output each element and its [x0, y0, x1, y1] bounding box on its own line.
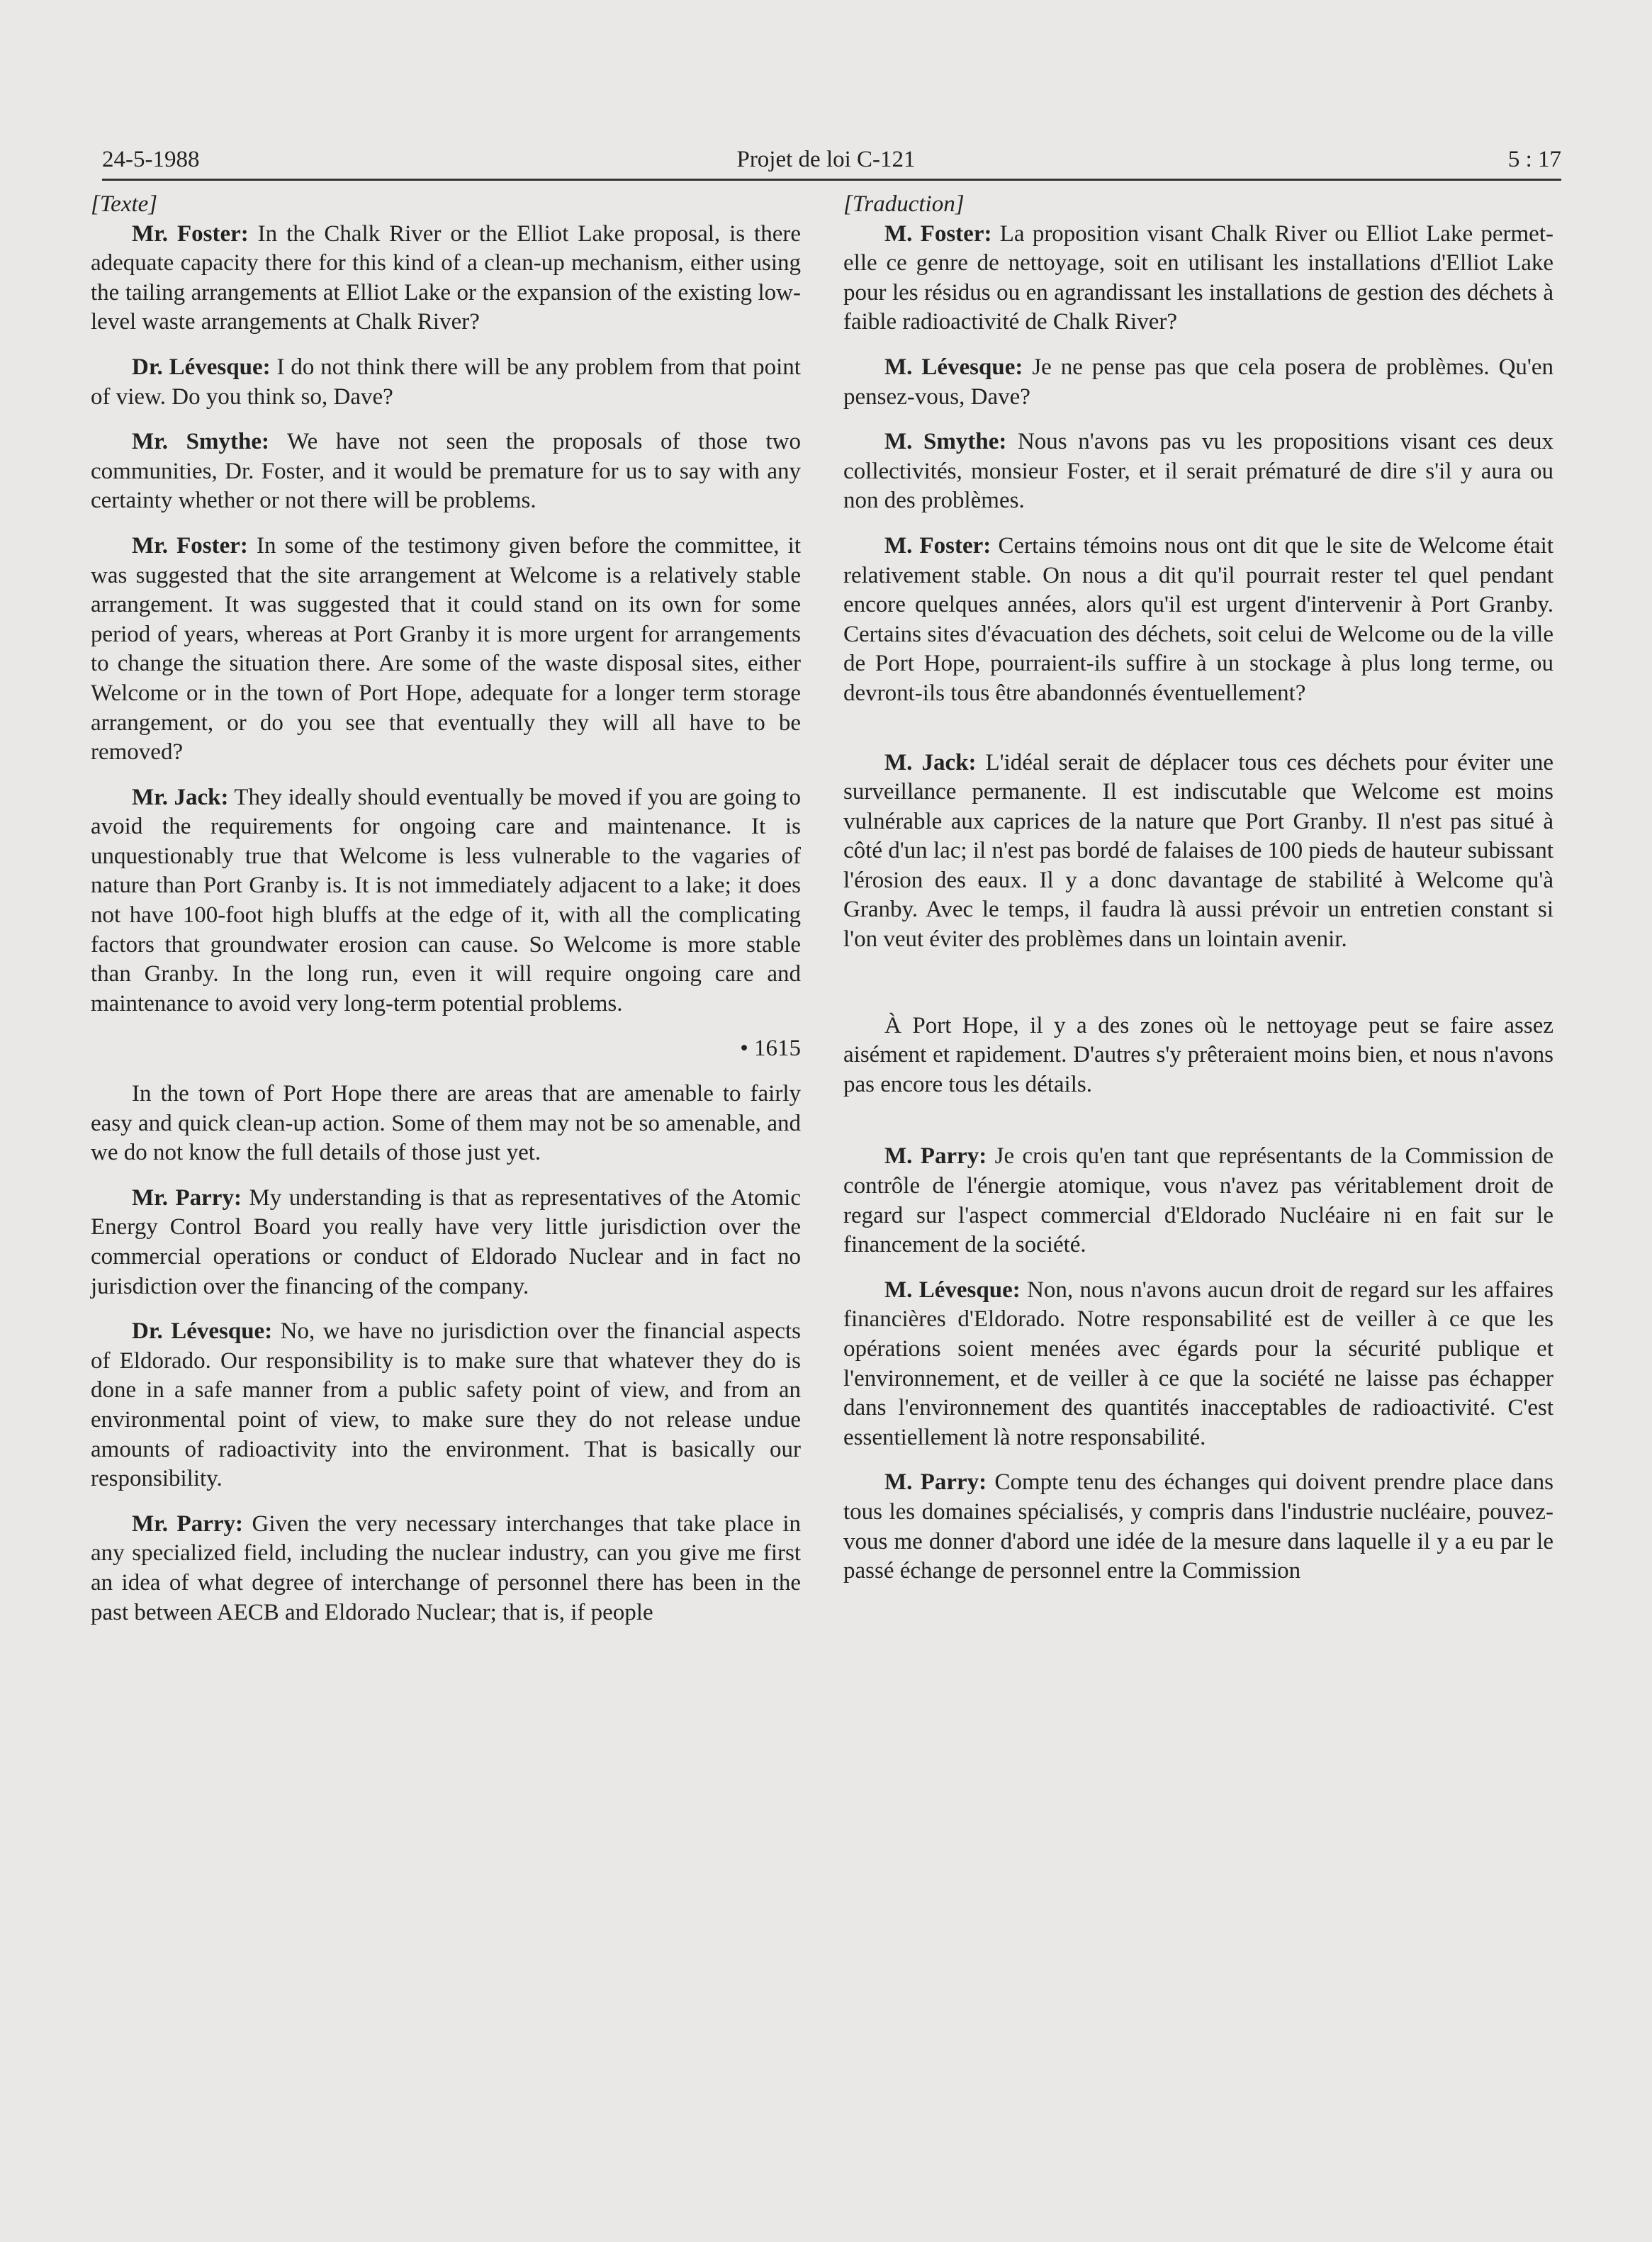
paragraph	[91, 427, 801, 516]
speaker-name: M. Smythe:	[884, 429, 1007, 455]
paragraph-text: In some of the testimony given before the committee, it was suggested that the site arrangement at Welcome is a relatively stable arrangement. It was suggested that it could stand on its own for some period of years, whereas at Port Granby it is more urgent for arrangements to change the situation there. Are some of the waste disposal sites, either Welcome or in the town of Port Hope, adequate for a longer term storage arrangement, or do you see that eventually they will all have to be removed?	[91, 532, 802, 766]
paragraph-text: No, we have no jurisdiction over the financial aspects of Eldorado. Our responsibility is to make sure that whatever they do is done in a safe manner from a public safety point of view, and from an environmental point of view, to make sure they do not release undue amounts of radioactivity into the environment. That is basically our responsibility.	[91, 1318, 801, 1492]
paragraph-text: La proposition visant Chalk River ou Elliot Lake permet-elle ce genre de nettoyage, soit en utilisant les installations d'Elliot Lake pour les résidus ou en agrandissant les installations de gestion des déchets à faible radioactivité de Chalk River?	[843, 220, 1553, 335]
paragraph	[91, 532, 801, 768]
speaker-name: Dr. Lévesque:	[132, 354, 271, 380]
paragraph	[843, 220, 1553, 337]
paragraph	[843, 1468, 1553, 1586]
header-date: 24-5-1988	[102, 147, 200, 172]
paragraph	[91, 220, 801, 337]
header-page-number: 5 : 17	[1507, 147, 1561, 172]
speaker-name: Mr. Jack:	[132, 784, 229, 810]
paragraph	[843, 1142, 1553, 1260]
speaker-name: M. Lévesque:	[884, 354, 1023, 380]
paragraph	[91, 353, 801, 412]
paragraph	[843, 1276, 1553, 1453]
header-rule	[102, 179, 1561, 181]
paragraph-text: À Port Hope, il y a des zones où le nettoyage peut se faire assez aisément et rapidement. D'autres s'y prêteraient moins bien, et nous n'avons pas encore tous les détails.	[843, 1012, 1553, 1097]
section-label: [Traduction]	[843, 191, 965, 217]
header-title: Projet de loi C-121	[736, 147, 916, 172]
english-column	[91, 190, 801, 1627]
speaker-name: Dr. Lévesque:	[132, 1318, 273, 1345]
speaker-name: M. Foster:	[884, 532, 991, 559]
speaker-name: Mr. Parry:	[132, 1184, 242, 1211]
paragraph-text: We have not seen the proposals of those two communities, Dr. Foster, and it would be premature for us to say with any certainty whether or not there will be problems.	[91, 429, 801, 514]
paragraph	[843, 749, 1553, 955]
paragraph	[843, 1011, 1553, 1100]
paragraph-text: My understanding is that as representatives of the Atomic Energy Control Board you really have very little jurisdiction over the commercial operations or conduct of Eldorado Nuclear and in fact no jurisdiction over the financing of the company.	[91, 1184, 801, 1299]
paragraph-text: I do not think there will be any problem from that point of view. Do you think so, Dave?	[91, 354, 801, 410]
speaker-name: Mr. Parry:	[132, 1510, 243, 1537]
paragraph	[843, 353, 1553, 412]
paragraph	[91, 1510, 801, 1627]
paragraph-text: Je ne pense pas que cela posera de problèmes. Qu'en pensez-vous, Dave?	[843, 354, 1553, 410]
section-label: [Texte]	[91, 191, 158, 217]
speaker-name: M. Foster:	[884, 220, 992, 247]
speaker-name: M. Parry:	[884, 1143, 987, 1170]
paragraph	[91, 1317, 801, 1494]
paragraph-text: Je crois qu'en tant que représentants de la Commission de contrôle de l'énergie atomique, vous n'avez pas véritablement droit de regard sur l'aspect commercial d'Eldorado Nucléaire ni en fait sur le financement de la société.	[843, 1143, 1553, 1258]
paragraph	[91, 783, 801, 1019]
paragraph-text: Certains témoins nous ont dit que le site de Welcome était relativement stable. On nous a dit qu'il pourrait rester tel quel pendant encore quelques années, alors qu'il est urgent d'intervenir à Port Granby. Certains sites d'évacuation des déchets, soit celui de Welcome ou de la ville de Port Hope, pourraient-ils suffire à un stockage à plus long terme, ou devront-ils tous être abandonnés éventuellement?	[843, 532, 1553, 706]
speaker-name: M. Parry:	[884, 1469, 987, 1496]
paragraph-text: Non, nous n'avons aucun droit de regard sur les affaires financières d'Eldorado. Notre responsabilité est de veiller à ce que les opérations soient menées avec égards pour la sécurité publique et l'environnement, et de veiller à ce que la société ne laisse pas échapper dans l'environnement des quantités inacceptables de radioactivité. C'est essentiellement là notre responsabilité.	[843, 1277, 1553, 1450]
paragraph	[843, 532, 1553, 709]
paragraph-text: Nous n'avons pas vu les propositions visant ces deux collectivités, monsieur Foster, et il serait prématuré de dire s'il y aura ou non des problèmes.	[843, 429, 1553, 514]
paragraph-text: In the Chalk River or the Elliot Lake proposal, is there adequate capacity there for this kind of a clean-up mechanism, either using the tailing arrangements at Elliot Lake or the expansion of the existing low-level waste arrangements at Chalk River?	[91, 220, 801, 335]
paragraph-text: Compte tenu des échanges qui doivent prendre place dans tous les domaines spécialisés, y compris dans l'industrie nucléaire, pouvez-vous me donner d'abord une idée de la mesure dans laquelle il y a eu par le passé échange de personnel entre la Commission	[843, 1469, 1553, 1584]
speaker-name: Mr. Foster:	[132, 532, 248, 559]
speaker-name: M. Jack:	[884, 749, 977, 775]
paragraph	[91, 1184, 801, 1301]
french-column	[843, 190, 1553, 1586]
paragraph-text: In the town of Port Hope there are areas that are amenable to fairly easy and quick clean-up action. Some of them may not be so amenable, and we do not know the full details of those just yet.	[91, 1081, 801, 1166]
speaker-name: M. Lévesque:	[884, 1277, 1021, 1303]
paragraph	[843, 427, 1553, 516]
timestamp: • 1615	[740, 1036, 801, 1062]
paragraph-text: Given the very necessary interchanges that take place in any specialized field, including the nuclear industry, can you give me first an idea of what degree of interchange of personnel there has been in the past between AECB and Eldorado Nuclear; that is, if people	[91, 1510, 801, 1625]
speaker-name: Mr. Foster:	[132, 220, 249, 247]
speaker-name: Mr. Smythe:	[132, 429, 269, 455]
paragraph-text: L'idéal serait de déplacer tous ces déchets pour éviter une surveillance permanente. Il est indiscutable que Welcome est moins vulnérable aux caprices de la nature que Port Granby. Il n'est pas situé à côté d'un lac; il n'est pas bordé de falaises de 100 pieds de hauteur subissant l'érosion des eaux. Il y a donc davantage de stabilité à Welcome qu'à Granby. Avec le temps, il faudra là aussi prévoir un entretien constant si l'on veut éviter des problèmes dans un lointain avenir.	[843, 749, 1553, 953]
paragraph	[91, 1080, 801, 1168]
paragraph-text: They ideally should eventually be moved if you are going to avoid the requirements for ongoing care and maintenance. It is unquestionably true that Welcome is less vulnerable to the vagaries of nature than Port Granby is. It is not immediately adjacent to a lake; it does not have 100-foot high bluffs at the edge of it, with all the complicating factors that groundwater erosion can cause. So Welcome is more stable than Granby. In the long run, even it will require ongoing care and maintenance to avoid very long-term potential problems.	[91, 784, 801, 1016]
